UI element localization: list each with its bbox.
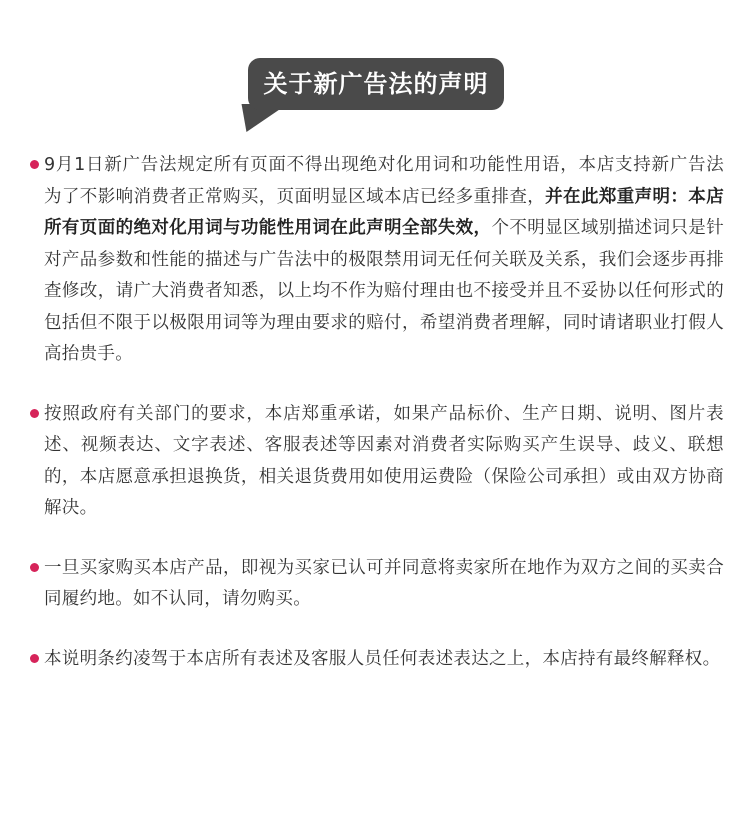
bullet-dot-icon bbox=[30, 563, 39, 572]
statement-paragraph-4 bbox=[28, 644, 724, 676]
statement-paragraph-3 bbox=[28, 553, 724, 616]
paragraph-2-text: 按照政府有关部门的要求，本店郑重承诺，如果产品标价、生产日期、说明、图片表述、视频表达、文字表述、客服表述等因素对消费者实际购买产生误导、歧义、联想的，本店愿意承担退换货，相关退货费用如使用运费险（保险公司承担）或由双方协商解决。 bbox=[44, 403, 724, 518]
statement-paragraph-1 bbox=[28, 150, 724, 371]
paragraph-4-text: 本说明条约凌驾于本店所有表述及客服人员任何表述表达之上，本店持有最终解释权。 bbox=[44, 648, 721, 669]
page-title: 关于新广告法的声明 bbox=[248, 58, 504, 110]
bullet-dot-icon bbox=[30, 654, 39, 663]
title-banner bbox=[0, 0, 750, 140]
bullet-dot-icon bbox=[30, 409, 39, 418]
statement-paragraph-2 bbox=[28, 399, 724, 525]
statement-body bbox=[28, 150, 724, 689]
paragraph-1-tail-text: 个不明显区域别描述词只是针对产品参数和性能的描述与广告法中的极限禁用词无任何关联及关系，我们会逐步再排查修改，请广大消费者知悉，以上均不作为赔付理由也不接受并且不妥协以任何形式的包括但不限于以极限用词等为理由要求的赔付，希望消费者理解，同时请诸职业打假人高抬贵手。 bbox=[44, 218, 725, 364]
paragraph-3-text: 一旦买家购买本店产品，即视为买家已认可并同意将卖家所在地作为双方之间的买卖合同履约地。如不认同，请勿购买。 bbox=[44, 557, 724, 609]
bullet-dot-icon bbox=[30, 160, 39, 169]
paragraph-1-text: 9月1日新广告法规定所有页面不得出现绝对化用词和功能性用语，本店支持新广告法为了不影响消费者正常购买，页面明显区域本店已经多重排查， bbox=[44, 155, 724, 207]
paragraph-1-bold-text: 并在此郑重声明：本店所有页面的绝对化用词与功能性用词在此声明全部失效， bbox=[44, 186, 724, 238]
